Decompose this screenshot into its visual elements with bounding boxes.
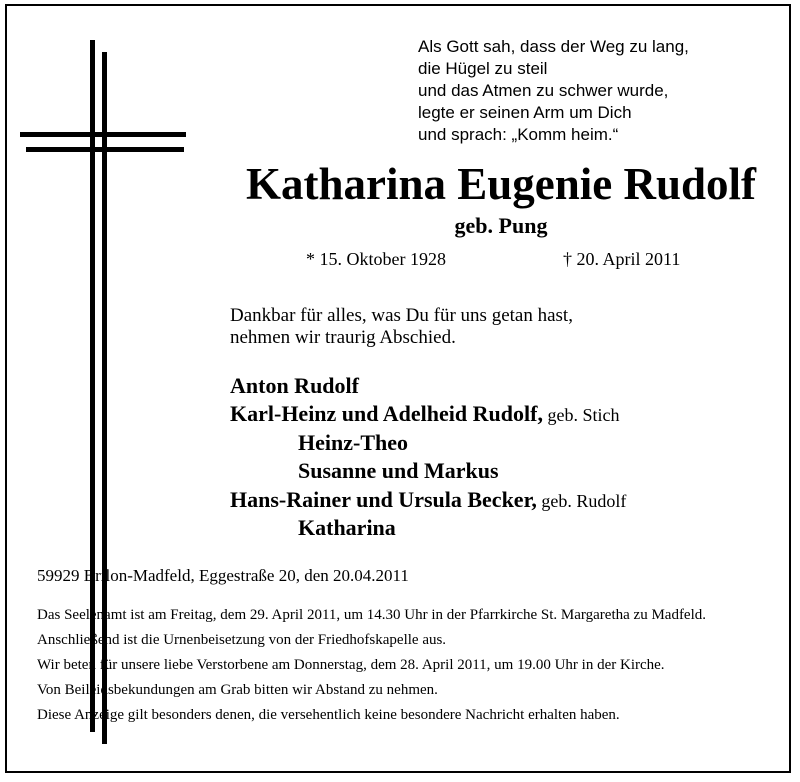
deceased-name: Katharina Eugenie Rudolf xyxy=(245,159,757,209)
poem-line: Als Gott sah, dass der Weg zu lang, xyxy=(418,37,689,56)
family-member-name: Heinz-Theo xyxy=(298,429,408,455)
notice-paragraph: Das Seelenamt ist am Freitag, dem 29. April 2011, um 14.30 Uhr in der Pfarrkirche St. Margaretha zu Madfeld. xyxy=(37,607,707,623)
family-member-name: Katharina xyxy=(298,514,396,540)
family-member xyxy=(230,429,626,457)
poem-line: die Hügel zu steil xyxy=(418,59,548,78)
thanks-text xyxy=(230,305,573,349)
notice-paragraph: Anschließend ist die Urnenbeisetzung von der Friedhofskapelle aus. xyxy=(37,632,447,648)
family-member xyxy=(230,514,626,542)
poem-line: und sprach: „Komm heim.“ xyxy=(418,125,619,144)
cross-horizontal-bar-shadow xyxy=(26,147,184,152)
family-member xyxy=(230,400,626,428)
notice-paragraph: Diese Anzeige gilt besonders denen, die versehentlich keine besondere Nachricht erhalten haben. xyxy=(37,707,620,723)
family-member xyxy=(230,372,626,400)
thanks-line: Dankbar für alles, was Du für uns getan hast, xyxy=(230,305,573,326)
family-member xyxy=(230,457,626,485)
birth-date: * 15. Oktober 1928 xyxy=(306,249,446,269)
family-list xyxy=(230,372,626,542)
poem xyxy=(418,36,689,146)
poem-line: legte er seinen Arm um Dich xyxy=(418,103,632,122)
address-line: 59929 Brilon-Madfeld, Eggestraße 20, den 20.04.2011 xyxy=(37,566,409,585)
family-member-name: Hans-Rainer und Ursula Becker, xyxy=(230,486,537,512)
family-member-note: geb. Stich xyxy=(542,405,620,426)
cross-horizontal-bar xyxy=(20,132,186,137)
notice-paragraph: Von Beileidsbekundungen am Grab bitten wir Abstand zu nehmen. xyxy=(37,682,438,698)
family-member-name: Anton Rudolf xyxy=(230,373,359,398)
thanks-line: nehmen wir traurig Abschied. xyxy=(230,327,456,348)
death-date: † 20. April 2011 xyxy=(563,249,681,269)
family-member-note: geb. Rudolf xyxy=(536,490,627,511)
family-member-name: Karl-Heinz und Adelheid Rudolf, xyxy=(230,401,543,427)
poem-line: und das Atmen zu schwer wurde, xyxy=(418,81,669,100)
maiden-name: geb. Pung xyxy=(454,213,548,238)
notice-paragraph: Wir beten für unsere liebe Verstorbene am Donnerstag, dem 28. April 2011, um 19.00 Uhr in der Kirche. xyxy=(37,657,665,673)
notices xyxy=(37,606,767,731)
family-member-name: Susanne und Markus xyxy=(298,458,499,484)
family-member xyxy=(230,486,626,514)
